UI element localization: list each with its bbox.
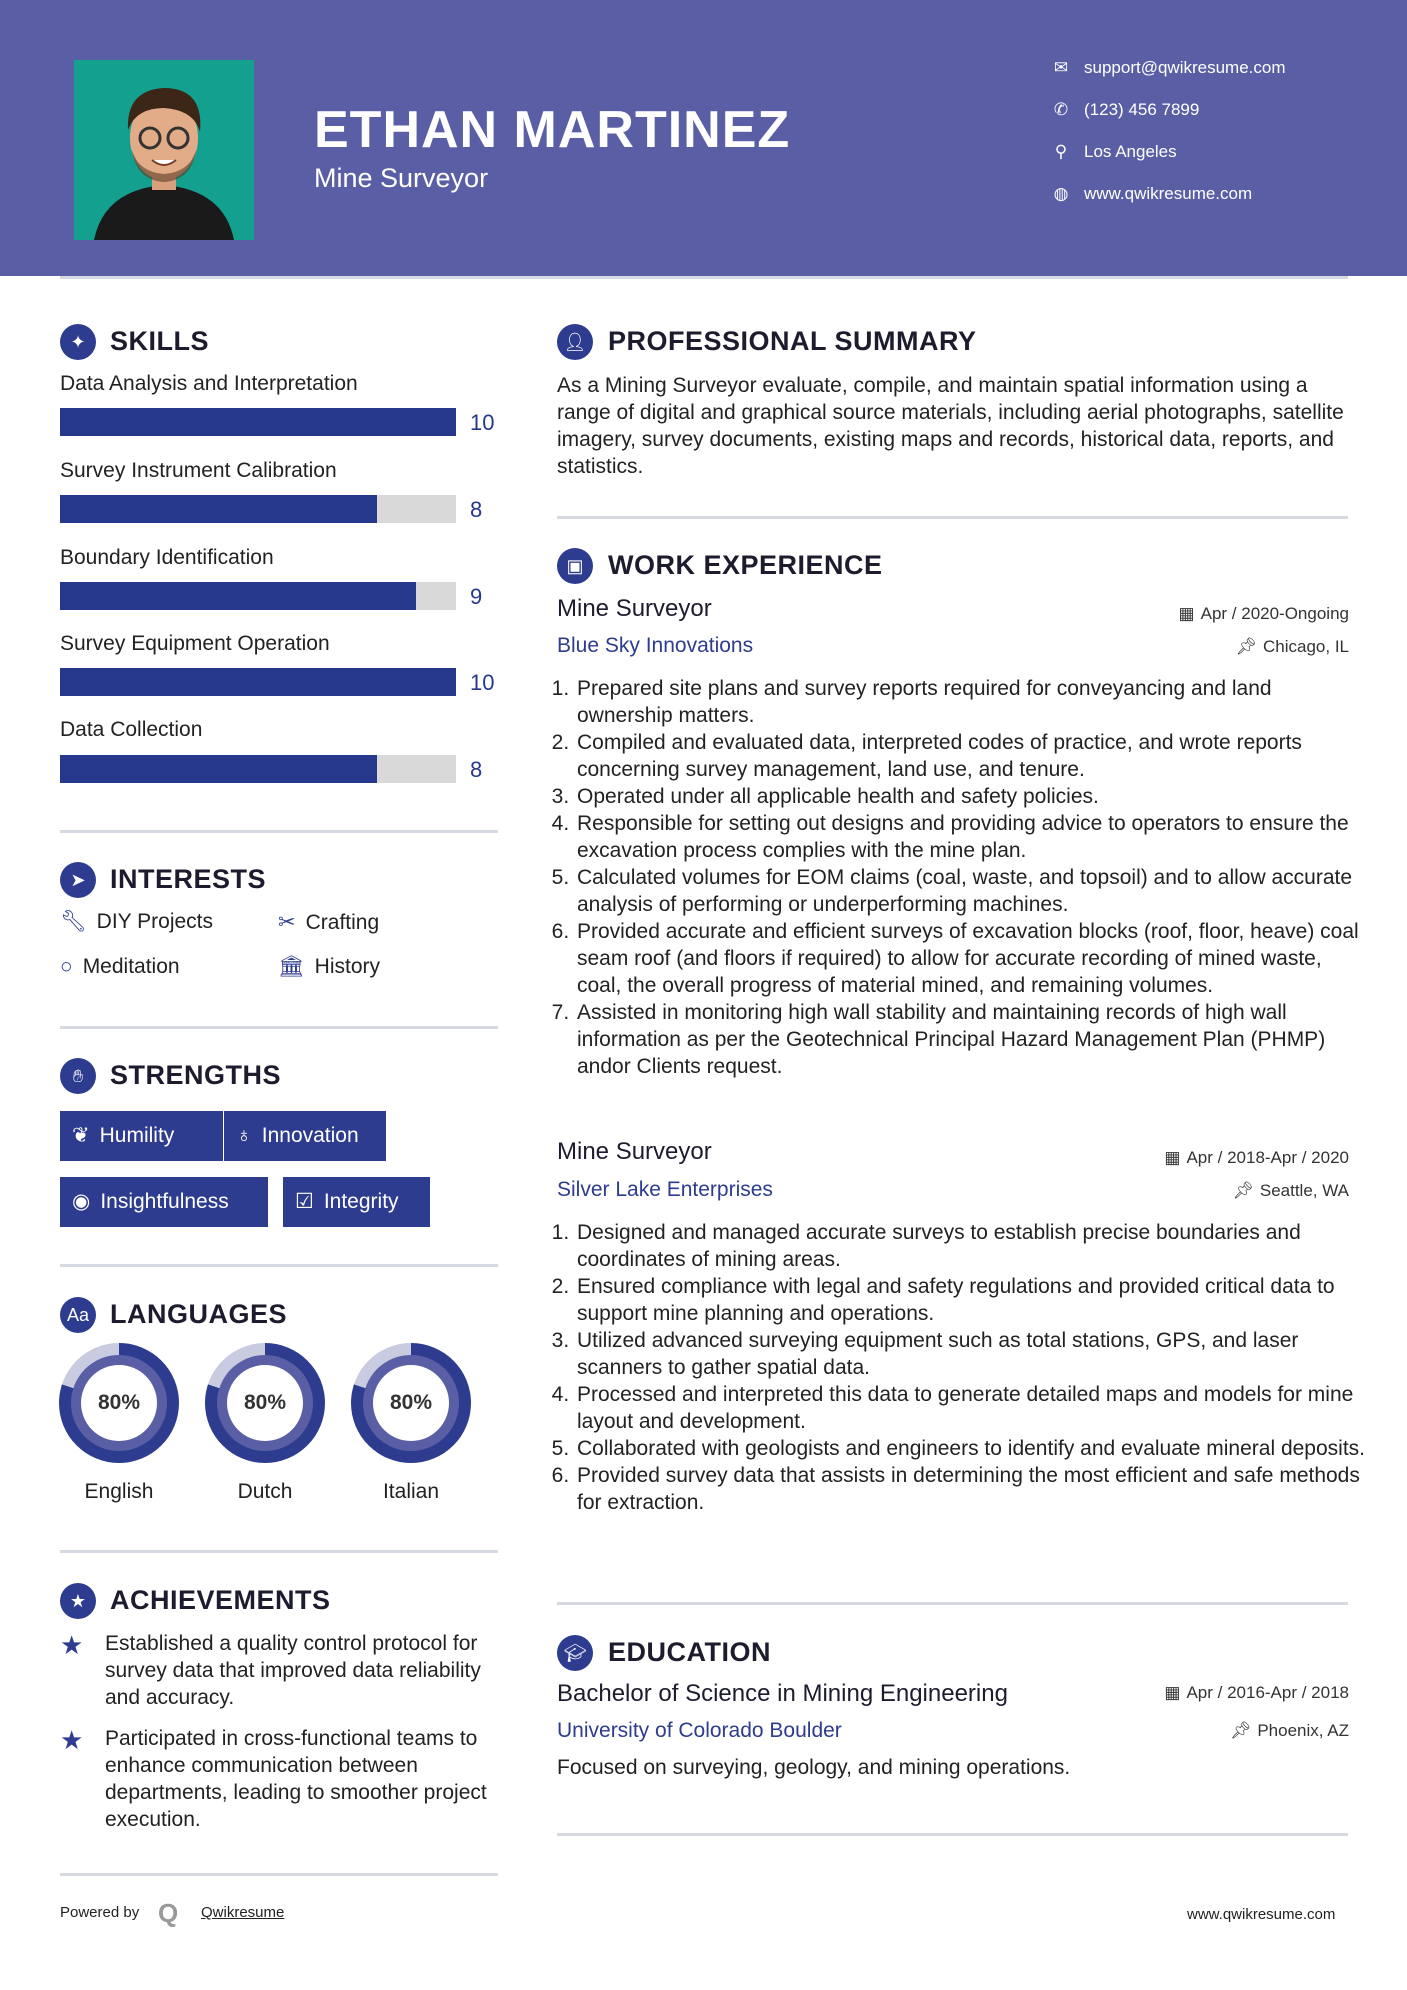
skill-bar bbox=[60, 408, 456, 436]
graduate-icon: 🎓︎ bbox=[557, 1635, 593, 1671]
phone-text: (123) 456 7899 bbox=[1084, 100, 1200, 119]
strength-tag bbox=[60, 1177, 268, 1227]
interest-label: DIY Projects bbox=[96, 910, 213, 933]
language-name: Dutch bbox=[237, 1480, 293, 1503]
skill-bar-fill bbox=[60, 582, 416, 610]
strength-label: Integrity bbox=[323, 1190, 399, 1213]
strength-tag bbox=[60, 1111, 223, 1161]
skill-value: 9 bbox=[470, 584, 483, 609]
divider bbox=[60, 1550, 498, 1553]
job-bullet: 6. Provided survey data that assists in determining the most efficient and safe methods for extraction. bbox=[575, 1462, 1365, 1516]
leaf-icon: ❦ bbox=[72, 1124, 90, 1147]
divider bbox=[557, 1833, 1348, 1836]
summary-heading: PROFESSIONAL SUMMARY bbox=[608, 326, 977, 356]
header bbox=[0, 0, 1407, 276]
job-location bbox=[1232, 1181, 1349, 1201]
briefcase-icon: ▣ bbox=[557, 548, 593, 584]
strength-tag bbox=[283, 1177, 430, 1227]
skill-label: Data Collection bbox=[60, 718, 203, 741]
skill-bar-fill bbox=[60, 755, 377, 783]
job-bullet: 5. Collaborated with geologists and engineers to identify and evaluate mineral deposits. bbox=[575, 1435, 1365, 1462]
job-dates bbox=[1179, 604, 1349, 624]
calendar-icon: ▦ bbox=[1178, 604, 1195, 623]
job-bullet: 4. Processed and interpreted this data to generate detailed maps and models for mine layout and development. bbox=[575, 1381, 1365, 1435]
job-company: Blue Sky Innovations bbox=[557, 634, 754, 657]
eye-icon: ◉ bbox=[72, 1190, 91, 1213]
education-dates bbox=[1164, 1683, 1349, 1703]
job-title: Mine Surveyor bbox=[557, 595, 712, 622]
skill-value: 8 bbox=[470, 757, 483, 782]
job-location-text: Seattle, WA bbox=[1259, 1181, 1349, 1200]
job-bullet: 3. Operated under all applicable health and safety policies. bbox=[575, 783, 1365, 810]
language-name: English bbox=[84, 1480, 154, 1503]
achievement-item: Established a quality control protocol for survey data that improved data reliability and accuracy. bbox=[105, 1632, 481, 1709]
brand-link[interactable]: Qwikresume bbox=[201, 1904, 285, 1921]
skill-bar-fill bbox=[60, 408, 456, 436]
education-description: Focused on surveying, geology, and mining operations. bbox=[557, 1756, 1071, 1779]
powered-by-label: Powered by bbox=[60, 1904, 140, 1921]
wrench-icon: 🔧︎ bbox=[60, 910, 87, 933]
paper-plane-icon: ➤ bbox=[60, 862, 96, 898]
job-bullets bbox=[557, 675, 1365, 1080]
job-company: Silver Lake Enterprises bbox=[557, 1178, 773, 1201]
skill-value: 10 bbox=[470, 670, 495, 695]
skill-label: Boundary Identification bbox=[60, 546, 274, 569]
job-location bbox=[1235, 637, 1349, 657]
email-text: support@qwikresume.com bbox=[1084, 58, 1286, 77]
phone-icon: ✆ bbox=[1053, 100, 1069, 119]
pushpin-icon: 📌︎ bbox=[1235, 637, 1257, 656]
skill-bar bbox=[60, 668, 456, 696]
calendar-icon: ▦ bbox=[1164, 1683, 1181, 1702]
interests-heading: INTERESTS bbox=[110, 864, 267, 894]
job-bullet: 6. Provided accurate and efficient surveys of excavation blocks (roof, floor, heave) coal seam roof (and floors if required) to allow for accurate recording of mined waste, coal, the overall progress of material mined, and remaining volumes. bbox=[575, 918, 1365, 999]
strength-tag bbox=[224, 1111, 386, 1161]
qwikresume-logo-icon: Q bbox=[158, 1898, 179, 1928]
bank-icon: 🏛︎ bbox=[278, 955, 305, 978]
language-icon: Aa bbox=[60, 1297, 96, 1333]
strengths-heading: STRENGTHS bbox=[110, 1060, 282, 1090]
skill-bar bbox=[60, 582, 456, 610]
hand-icon: ✋︎ bbox=[60, 1058, 96, 1094]
interest-item bbox=[278, 955, 380, 979]
star-badge-icon: ★ bbox=[60, 1583, 96, 1619]
pushpin-icon: 📌︎ bbox=[1232, 1181, 1254, 1200]
achievement-item: Participated in cross-functional teams to enhance communication between departments, leading to smoother project execution. bbox=[105, 1727, 487, 1831]
divider bbox=[60, 1873, 498, 1876]
education-heading: EDUCATION bbox=[608, 1637, 771, 1667]
envelope-icon: ✉ bbox=[1053, 58, 1069, 77]
job-bullet: 2. Compiled and evaluated data, interpreted codes of practice, and wrote reports concerning survey management, land use, and tenure. bbox=[575, 729, 1365, 783]
interest-item bbox=[60, 955, 180, 979]
degree-title: Bachelor of Science in Mining Engineering bbox=[557, 1680, 1008, 1707]
pushpin-icon: 📌︎ bbox=[1229, 1721, 1252, 1740]
lightbulb-icon: ✦ bbox=[60, 324, 96, 360]
map-pin-icon: ⚲ bbox=[1054, 142, 1068, 161]
skill-bar-fill bbox=[60, 668, 456, 696]
divider bbox=[60, 830, 498, 833]
language-percent: 80% bbox=[227, 1365, 303, 1441]
header-divider bbox=[60, 276, 1348, 279]
skill-bar bbox=[60, 755, 456, 783]
achievements-heading: ACHIEVEMENTS bbox=[110, 1585, 331, 1615]
job-bullet: 1. Prepared site plans and survey reports required for conveyancing and land ownership matters. bbox=[575, 675, 1365, 729]
language-donut bbox=[351, 1343, 471, 1463]
job-bullet: 5. Calculated volumes for EOM claims (coal, waste, and topsoil) and to allow accurate analysis of performing or underperforming machines. bbox=[575, 864, 1365, 918]
job-bullet: 3. Utilized advanced surveying equipment such as total stations, GPS, and laser scanners to gather spatial data. bbox=[575, 1327, 1365, 1381]
contact-email[interactable] bbox=[1050, 58, 1286, 78]
strength-label: Innovation bbox=[261, 1124, 359, 1147]
location-text: Los Angeles bbox=[1084, 142, 1177, 161]
language-percent: 80% bbox=[373, 1365, 449, 1441]
divider bbox=[60, 1264, 498, 1267]
education-dates-text: Apr / 2016-Apr / 2018 bbox=[1186, 1683, 1349, 1702]
language-donut bbox=[59, 1343, 179, 1463]
shooting-star-icon: ★ bbox=[60, 1725, 84, 1755]
skill-value: 8 bbox=[470, 497, 483, 522]
divider bbox=[557, 1602, 1348, 1605]
job-dates-text: Apr / 2018-Apr / 2020 bbox=[1186, 1148, 1349, 1167]
skill-bar-fill bbox=[60, 495, 377, 523]
strength-label: Insightfulness bbox=[100, 1190, 229, 1213]
circle-icon: ○ bbox=[60, 955, 73, 978]
job-bullets bbox=[557, 1219, 1365, 1516]
globe-icon: ◍ bbox=[1053, 184, 1069, 203]
skill-label: Data Analysis and Interpretation bbox=[60, 372, 358, 395]
interest-label: Meditation bbox=[82, 955, 180, 978]
contact-website[interactable] bbox=[1050, 184, 1252, 204]
skills-heading: SKILLS bbox=[110, 326, 210, 356]
profile-photo bbox=[74, 60, 254, 240]
divider bbox=[557, 516, 1348, 519]
experience-heading: WORK EXPERIENCE bbox=[608, 550, 883, 580]
job-title: Mine Surveyor bbox=[557, 1138, 712, 1165]
strength-label: Humility bbox=[99, 1124, 175, 1147]
language-percent: 80% bbox=[81, 1365, 157, 1441]
language-name: Italian bbox=[382, 1480, 440, 1503]
interest-label: History bbox=[314, 955, 381, 978]
job-bullet: 7. Assisted in monitoring high wall stability and maintaining records of high wall information as per the Geotechnical Principal Hazard Management Plan (PHMP) andor Clients request. bbox=[575, 999, 1365, 1080]
job-dates bbox=[1164, 1148, 1349, 1168]
education-location-text: Phoenix, AZ bbox=[1257, 1721, 1349, 1740]
skill-value: 10 bbox=[470, 410, 495, 435]
education-location bbox=[1230, 1721, 1349, 1741]
school-name: University of Colorado Boulder bbox=[557, 1719, 842, 1742]
summary-text: As a Mining Surveyor evaluate, compile, and maintain spatial information using a range of digital and graphical source materials, including aerial photographs, satellite imagery, survey documents, existing maps and records, historical data, reports, and statistics. bbox=[557, 374, 1344, 478]
candidate-title: Mine Surveyor bbox=[314, 163, 489, 193]
lightbulb-icon: ♁ bbox=[236, 1124, 252, 1147]
job-bullet: 1. Designed and managed accurate surveys to establish precise boundaries and coordinates of mining areas. bbox=[575, 1219, 1365, 1273]
footer-website[interactable]: www.qwikresume.com bbox=[1187, 1906, 1336, 1923]
website-text: www.qwikresume.com bbox=[1084, 184, 1253, 203]
calendar-icon: ▦ bbox=[1164, 1148, 1181, 1167]
scissors-icon: ✂ bbox=[278, 911, 296, 934]
contact-location bbox=[1050, 142, 1177, 162]
job-bullet: 2. Ensured compliance with legal and safety regulations and provided critical data to support mine planning and operations. bbox=[575, 1273, 1365, 1327]
skill-label: Survey Equipment Operation bbox=[60, 632, 330, 655]
languages-heading: LANGUAGES bbox=[110, 1299, 288, 1329]
divider bbox=[60, 1026, 498, 1029]
interest-item bbox=[60, 910, 213, 934]
candidate-name: ETHAN MARTINEZ bbox=[314, 101, 791, 159]
contact-phone[interactable] bbox=[1050, 100, 1199, 120]
user-icon: 👤︎ bbox=[557, 324, 593, 360]
job-dates-text: Apr / 2020-Ongoing bbox=[1200, 604, 1349, 623]
language-donut bbox=[205, 1343, 325, 1463]
job-location-text: Chicago, IL bbox=[1263, 637, 1349, 656]
job-bullet: 4. Responsible for setting out designs and providing advice to operators to ensure the excavation process complies with the mine plan. bbox=[575, 810, 1365, 864]
checkbox-icon: ☑ bbox=[295, 1190, 314, 1213]
interest-label: Crafting bbox=[305, 911, 380, 934]
interest-item bbox=[278, 910, 379, 935]
skill-label: Survey Instrument Calibration bbox=[60, 459, 337, 482]
shooting-star-icon: ★ bbox=[60, 1630, 84, 1660]
skill-bar bbox=[60, 495, 456, 523]
